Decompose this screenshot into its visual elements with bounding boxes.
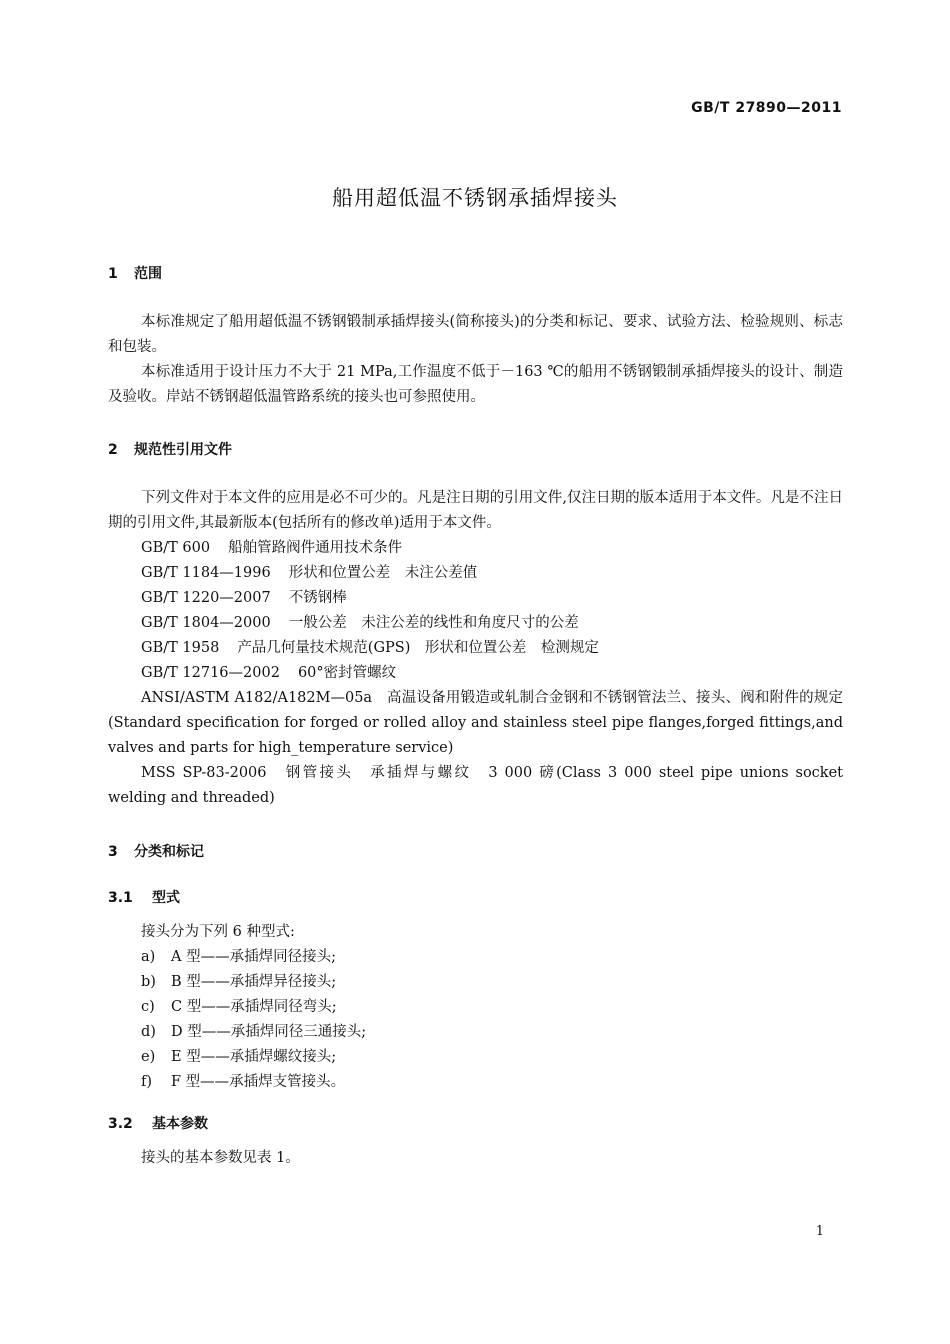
section-3-heading: [108, 841, 204, 861]
reference-item: GB/T 12716—2002 60°密封管螺纹: [141, 665, 397, 681]
section-number: 2: [108, 442, 118, 458]
paragraph: 接头的基本参数见表 1。: [141, 1150, 300, 1166]
section-number: 3: [108, 844, 118, 860]
subsection-3-1-heading: [108, 887, 180, 907]
reference-item: ANSI/ASTM A182/A182M—05a 高温设备用锻造或轧制合金钢和不锈钢管法兰、接头、阀和附件的规定(Standard specification for forged or rolled alloy and stainless steel pipe flanges,forged fittings,and valves and parts for high_temperature service): [108, 690, 843, 756]
section-title: 规范性引用文件: [134, 442, 232, 458]
reference-item: GB/T 1184—1996 形状和位置公差 未注公差值: [141, 565, 478, 581]
subsection-title: 基本参数: [152, 1116, 208, 1132]
subsection-number: 3.2: [108, 1116, 133, 1132]
subsection-number: 3.1: [108, 890, 133, 906]
reference-item: GB/T 1804—2000 一般公差 未注公差的线性和角度尺寸的公差: [141, 615, 579, 631]
list-item: b) B 型——承插焊异径接头;: [141, 974, 337, 990]
section-number: 1: [108, 266, 118, 282]
list-item: c) C 型——承插焊同径弯头;: [141, 999, 337, 1015]
paragraph: 本标准规定了船用超低温不锈钢锻制承插焊接头(简称接头)的分类和标记、要求、试验方法、检验规则、标志和包装。: [108, 314, 843, 355]
paragraph: 下列文件对于本文件的应用是必不可少的。凡是注日期的引用文件,仅注日期的版本适用于本文件。凡是不注日期的引用文件,其最新版本(包括所有的修改单)适用于本文件。: [108, 490, 843, 531]
section-1-heading: [108, 263, 162, 283]
section-2-heading: [108, 439, 232, 459]
reference-item: GB/T 600 船舶管路阀件通用技术条件: [141, 540, 403, 556]
reference-item: MSS SP-83-2006 钢管接头 承插焊与螺纹 3 000 磅(Class 3 000 steel pipe unions socket welding and threaded): [108, 765, 843, 806]
subsection-3-2-heading: [108, 1113, 208, 1133]
subsection-title: 型式: [152, 890, 180, 906]
list-intro: 接头分为下列 6 种型式:: [141, 924, 295, 940]
page-number: 1: [815, 1224, 824, 1239]
section-title: 范围: [134, 266, 162, 282]
reference-item: GB/T 1958 产品几何量技术规范(GPS) 形状和位置公差 检测规定: [141, 640, 599, 656]
paragraph: 本标准适用于设计压力不大于 21 MPa,工作温度不低于－163 ℃的船用不锈钢锻制承插焊接头的设计、制造及验收。岸站不锈钢超低温管路系统的接头也可参照使用。: [108, 364, 843, 405]
document-title: 船用超低温不锈钢承插焊接头: [332, 186, 618, 210]
reference-item: GB/T 1220—2007 不锈钢棒: [141, 590, 347, 606]
list-item: a) A 型——承插焊同径接头;: [141, 949, 336, 965]
list-item: e) E 型——承插焊螺纹接头;: [141, 1049, 337, 1065]
list-item: f) F 型——承插焊支管接头。: [141, 1074, 346, 1090]
section-title: 分类和标记: [134, 844, 204, 860]
standard-number: GB/T 27890—2011: [691, 100, 842, 116]
list-item: d) D 型——承插焊同径三通接头;: [141, 1024, 367, 1040]
